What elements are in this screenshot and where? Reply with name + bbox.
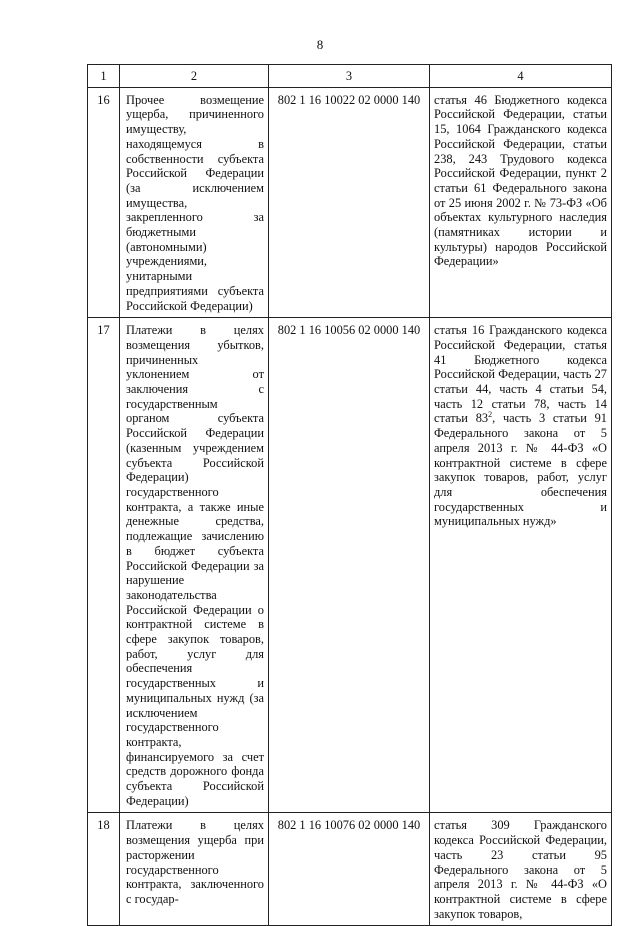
legal-basis-text: статья 16 Гражданского кодекса Российской Федерации, статья 41 Бюджетного кодекса Российской Федерации, часть 27 статьи 44, часть 4 статьи 54, часть 12 статьи 78, часть 14 статьи 83 [434,323,607,426]
table-row [88,318,612,813]
row-number: 17 [88,318,120,813]
row-legal-basis: статья 309 Гражданского кодекса Российской Федерации, часть 23 статьи 95 Федерального закона от 5 апреля 2013 г. № 44-ФЗ «О контрактной системе в сфере закупок товаров, [430,813,612,926]
table-header-row [88,65,612,88]
row-description: Платежи в целях возмещения ущерба при расторжении государственного контракта, заключенного с государ- [120,813,269,926]
table-row [88,87,612,318]
row-legal-basis: статья 46 Бюджетного кодекса Российской Федерации, статьи 15, 1064 Гражданского кодекса Российской Федерации, статьи 238, 243 Трудового кодекса Российской Федерации, пункт 2 статьи 61 Федерального закона от 25 июня 2002 г. № 73-ФЗ «Об объектах культурного наследия (памятниках истории и культуры) народов Российской Федерации» [430,87,612,318]
row-number: 18 [88,813,120,926]
row-description: Платежи в целях возмещения убытков, причиненных уклонением от заключения с государственным органом субъекта Российской Федерации (казенным учреждением субъекта Российской Федерации) государственного контракта, а также иные денежные средства, подлежащие зачислению в бюджет субъекта Российской Федерации за нарушение законодательства Российской Федерации о контрактной системе в сфере закупок товаров, работ, услуг для обеспечения государственных и муниципальных нужд (за исключением государственного контракта, финансируемого за счет средств дорожного фонда субъекта Российской Федерации) [120,318,269,813]
header-col-2: 2 [120,65,269,88]
row-budget-code: 802 1 16 10076 02 0000 140 [269,813,430,926]
superscript-marker: 2 [488,410,493,420]
row-budget-code: 802 1 16 10022 02 0000 140 [269,87,430,318]
row-description: Прочее возмещение ущерба, причиненного имуществу, находящемуся в собственности субъекта Российской Федерации (за исключением имущества, закрепленного за бюджетными (автономными) учреждениями, унитарными предприятиями субъекта Российской Федерации) [120,87,269,318]
header-col-3: 3 [269,65,430,88]
row-number: 16 [88,87,120,318]
table-row [88,813,612,926]
header-col-1: 1 [88,65,120,88]
page-number: 8 [316,37,324,52]
row-legal-basis [430,318,612,813]
budget-revenue-table [87,64,612,926]
row-budget-code: 802 1 16 10056 02 0000 140 [269,318,430,813]
legal-basis-text-continued: , часть 3 статьи 91 Федерального закона от 5 апреля 2013 г. № 44-ФЗ «О контрактной системе в сфере закупок товаров, работ, услуг для обеспечения государственных и муниципальных нужд» [434,411,608,529]
header-col-4: 4 [430,65,612,88]
